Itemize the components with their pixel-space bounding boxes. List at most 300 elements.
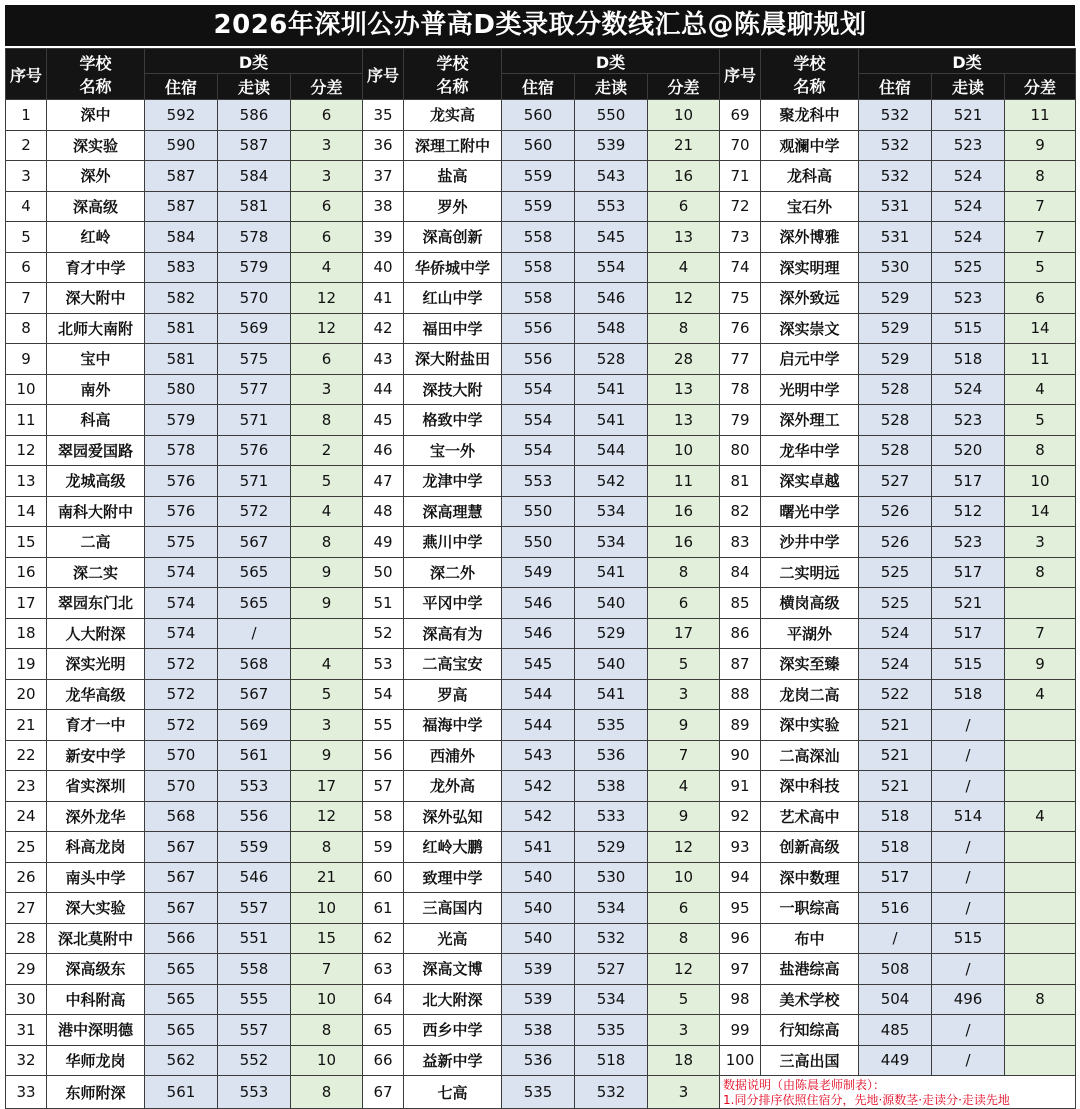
row-day-score: 515 bbox=[932, 923, 1005, 954]
row-boarding-score: 572 bbox=[145, 710, 218, 741]
row-school-name: 二高 bbox=[47, 527, 145, 558]
row-score-diff bbox=[1005, 710, 1076, 741]
row-school-name: 南头中学 bbox=[47, 862, 145, 893]
row-school-name: 宝中 bbox=[47, 344, 145, 375]
row-day-score: 523 bbox=[932, 527, 1005, 558]
row-score-diff: 6 bbox=[291, 344, 363, 375]
row-day-score: 518 bbox=[932, 679, 1005, 710]
row-boarding-score: 545 bbox=[502, 649, 575, 680]
row-boarding-score: 535 bbox=[502, 1076, 575, 1109]
row-boarding-score: 590 bbox=[145, 130, 218, 161]
row-school-name: 深中 bbox=[47, 100, 145, 131]
row-score-diff: 5 bbox=[648, 984, 720, 1015]
row-index: 74 bbox=[720, 252, 761, 283]
row-day-score: 521 bbox=[932, 588, 1005, 619]
row-school-name: 三高出国 bbox=[761, 1045, 859, 1076]
row-day-score: 523 bbox=[932, 283, 1005, 314]
row-boarding-score: 536 bbox=[502, 1045, 575, 1076]
row-day-score: 534 bbox=[575, 527, 648, 558]
row-index: 36 bbox=[363, 130, 404, 161]
row-boarding-score: 524 bbox=[859, 618, 932, 649]
row-score-diff bbox=[1005, 923, 1076, 954]
row-index: 76 bbox=[720, 313, 761, 344]
row-index: 91 bbox=[720, 771, 761, 802]
row-day-score: 569 bbox=[218, 710, 291, 741]
row-school-name: 沙井中学 bbox=[761, 527, 859, 558]
row-index: 15 bbox=[6, 527, 47, 558]
row-day-score: 546 bbox=[218, 862, 291, 893]
row-index: 31 bbox=[6, 1015, 47, 1046]
row-boarding-score: 568 bbox=[145, 801, 218, 832]
row-score-diff: 12 bbox=[291, 283, 363, 314]
row-index: 48 bbox=[363, 496, 404, 527]
row-boarding-score: 561 bbox=[145, 1076, 218, 1109]
row-index: 49 bbox=[363, 527, 404, 558]
row-day-score: 575 bbox=[218, 344, 291, 375]
row-index: 94 bbox=[720, 862, 761, 893]
row-day-score: 561 bbox=[218, 740, 291, 771]
row-boarding-score: 529 bbox=[859, 283, 932, 314]
row-boarding-score: 518 bbox=[859, 832, 932, 863]
row-boarding-score: 570 bbox=[145, 771, 218, 802]
row-boarding-score: 550 bbox=[502, 527, 575, 558]
row-score-diff: 6 bbox=[291, 100, 363, 131]
row-school-name: 光高 bbox=[404, 923, 502, 954]
row-index: 39 bbox=[363, 222, 404, 253]
row-boarding-score: 554 bbox=[502, 374, 575, 405]
row-day-score: 517 bbox=[932, 618, 1005, 649]
row-day-score: 555 bbox=[218, 984, 291, 1015]
row-index: 7 bbox=[6, 283, 47, 314]
header-boarding: 住宿 bbox=[145, 74, 218, 100]
row-school-name: 深中科技 bbox=[761, 771, 859, 802]
row-index: 27 bbox=[6, 893, 47, 924]
row-boarding-score: 538 bbox=[502, 1015, 575, 1046]
header-day: 走读 bbox=[575, 74, 648, 100]
row-boarding-score: 540 bbox=[502, 862, 575, 893]
data-note-line2: 1.同分排序依照住宿分，先地·源数茎·走读分·走读先地 bbox=[723, 1093, 1010, 1107]
row-index: 11 bbox=[6, 405, 47, 436]
row-index: 32 bbox=[6, 1045, 47, 1076]
row-day-score: 534 bbox=[575, 496, 648, 527]
row-school-name: 深大附中 bbox=[47, 283, 145, 314]
row-school-name: 启元中学 bbox=[761, 344, 859, 375]
row-index: 98 bbox=[720, 984, 761, 1015]
row-boarding-score: 526 bbox=[859, 527, 932, 558]
table-row bbox=[6, 100, 1076, 131]
row-score-diff: 5 bbox=[1005, 405, 1076, 436]
row-boarding-score: 560 bbox=[502, 130, 575, 161]
row-day-score: 521 bbox=[932, 100, 1005, 131]
row-score-diff: 5 bbox=[1005, 252, 1076, 283]
row-day-score: 539 bbox=[575, 130, 648, 161]
table-row bbox=[6, 954, 1076, 985]
row-score-diff bbox=[1005, 954, 1076, 985]
row-index: 40 bbox=[363, 252, 404, 283]
row-index: 77 bbox=[720, 344, 761, 375]
row-school-name: 北大附深 bbox=[404, 984, 502, 1015]
row-index: 4 bbox=[6, 191, 47, 222]
row-day-score: 557 bbox=[218, 893, 291, 924]
row-index: 41 bbox=[363, 283, 404, 314]
row-score-diff: 12 bbox=[291, 313, 363, 344]
row-school-name: 翠园爱国路 bbox=[47, 435, 145, 466]
row-school-name: 三高国内 bbox=[404, 893, 502, 924]
row-boarding-score: 532 bbox=[859, 130, 932, 161]
row-day-score: / bbox=[932, 862, 1005, 893]
row-boarding-score: 532 bbox=[859, 161, 932, 192]
row-boarding-score: 580 bbox=[145, 374, 218, 405]
row-boarding-score: 528 bbox=[859, 405, 932, 436]
row-index: 86 bbox=[720, 618, 761, 649]
row-score-diff bbox=[1005, 832, 1076, 863]
row-index: 25 bbox=[6, 832, 47, 863]
row-boarding-score: 567 bbox=[145, 862, 218, 893]
row-boarding-score: 562 bbox=[145, 1045, 218, 1076]
row-boarding-score: 550 bbox=[502, 496, 575, 527]
row-score-diff bbox=[1005, 1045, 1076, 1076]
row-index: 62 bbox=[363, 923, 404, 954]
row-boarding-score: 559 bbox=[502, 161, 575, 192]
row-school-name: 深实崇文 bbox=[761, 313, 859, 344]
row-score-diff bbox=[1005, 771, 1076, 802]
row-score-diff: 12 bbox=[648, 832, 720, 863]
row-school-name: 深实光明 bbox=[47, 649, 145, 680]
row-score-diff: 8 bbox=[291, 832, 363, 863]
row-school-name: 深实卓越 bbox=[761, 466, 859, 497]
row-school-name: 深高文博 bbox=[404, 954, 502, 985]
row-boarding-score: 517 bbox=[859, 862, 932, 893]
row-index: 72 bbox=[720, 191, 761, 222]
row-index: 63 bbox=[363, 954, 404, 985]
row-index: 79 bbox=[720, 405, 761, 436]
row-score-diff: 28 bbox=[648, 344, 720, 375]
row-boarding-score: 565 bbox=[145, 1015, 218, 1046]
table-row bbox=[6, 649, 1076, 680]
row-index: 26 bbox=[6, 862, 47, 893]
row-score-diff: 15 bbox=[291, 923, 363, 954]
row-day-score: 524 bbox=[932, 191, 1005, 222]
row-day-score: 529 bbox=[575, 618, 648, 649]
row-index: 57 bbox=[363, 771, 404, 802]
row-boarding-score: 572 bbox=[145, 649, 218, 680]
row-boarding-score: 572 bbox=[145, 679, 218, 710]
row-boarding-score: 540 bbox=[502, 923, 575, 954]
row-score-diff: 10 bbox=[291, 1045, 363, 1076]
row-index: 82 bbox=[720, 496, 761, 527]
row-boarding-score: 485 bbox=[859, 1015, 932, 1046]
row-score-diff: 10 bbox=[291, 984, 363, 1015]
row-school-name: 龙华高级 bbox=[47, 679, 145, 710]
row-day-score: 524 bbox=[932, 374, 1005, 405]
row-day-score: / bbox=[932, 1045, 1005, 1076]
header-school-line2: 名称 bbox=[793, 77, 826, 96]
row-score-diff: 6 bbox=[1005, 283, 1076, 314]
row-boarding-score: 587 bbox=[145, 191, 218, 222]
row-school-name: 七高 bbox=[404, 1076, 502, 1109]
row-index: 18 bbox=[6, 618, 47, 649]
row-boarding-score: 524 bbox=[859, 649, 932, 680]
row-school-name: 育才中学 bbox=[47, 252, 145, 283]
row-score-diff: 4 bbox=[1005, 679, 1076, 710]
row-boarding-score: 530 bbox=[859, 252, 932, 283]
row-score-diff: 6 bbox=[648, 588, 720, 619]
row-day-score: 578 bbox=[218, 222, 291, 253]
row-boarding-score: 554 bbox=[502, 405, 575, 436]
row-boarding-score: 544 bbox=[502, 710, 575, 741]
row-score-diff: 9 bbox=[291, 740, 363, 771]
row-score-diff: 4 bbox=[1005, 801, 1076, 832]
row-index: 52 bbox=[363, 618, 404, 649]
row-score-diff bbox=[1005, 893, 1076, 924]
row-day-score: 520 bbox=[932, 435, 1005, 466]
row-day-score: 579 bbox=[218, 252, 291, 283]
row-school-name: 深外弘知 bbox=[404, 801, 502, 832]
row-index: 50 bbox=[363, 557, 404, 588]
row-score-diff: 6 bbox=[291, 191, 363, 222]
row-day-score: 543 bbox=[575, 161, 648, 192]
row-day-score: / bbox=[932, 710, 1005, 741]
row-school-name: 龙岗二高 bbox=[761, 679, 859, 710]
row-boarding-score: 521 bbox=[859, 710, 932, 741]
row-score-diff: 5 bbox=[291, 679, 363, 710]
header-index: 序号 bbox=[6, 49, 47, 100]
row-school-name: 燕川中学 bbox=[404, 527, 502, 558]
table-row bbox=[6, 252, 1076, 283]
header-category: D类 bbox=[145, 49, 363, 74]
row-boarding-score: 576 bbox=[145, 496, 218, 527]
row-day-score: 535 bbox=[575, 710, 648, 741]
row-score-diff: 11 bbox=[1005, 344, 1076, 375]
row-day-score: 517 bbox=[932, 466, 1005, 497]
row-index: 51 bbox=[363, 588, 404, 619]
row-score-diff: 14 bbox=[1005, 496, 1076, 527]
table-row bbox=[6, 283, 1076, 314]
row-school-name: 平湖外 bbox=[761, 618, 859, 649]
row-boarding-score: 531 bbox=[859, 222, 932, 253]
row-index: 87 bbox=[720, 649, 761, 680]
row-school-name: 深中实验 bbox=[761, 710, 859, 741]
row-day-score: 535 bbox=[575, 1015, 648, 1046]
row-day-score: / bbox=[218, 618, 291, 649]
row-boarding-score: 546 bbox=[502, 618, 575, 649]
row-score-diff bbox=[1005, 740, 1076, 771]
row-boarding-score: 539 bbox=[502, 954, 575, 985]
row-day-score: / bbox=[932, 893, 1005, 924]
row-score-diff: 9 bbox=[291, 557, 363, 588]
row-day-score: 530 bbox=[575, 862, 648, 893]
row-school-name: 深二实 bbox=[47, 557, 145, 588]
header-school bbox=[47, 49, 145, 100]
row-boarding-score: 525 bbox=[859, 588, 932, 619]
row-school-name: 行知综高 bbox=[761, 1015, 859, 1046]
row-school-name: 深中数理 bbox=[761, 862, 859, 893]
row-score-diff: 4 bbox=[648, 252, 720, 283]
row-index: 55 bbox=[363, 710, 404, 741]
row-school-name: 红山中学 bbox=[404, 283, 502, 314]
row-index: 28 bbox=[6, 923, 47, 954]
row-index: 64 bbox=[363, 984, 404, 1015]
row-index: 33 bbox=[6, 1076, 47, 1109]
row-day-score: 568 bbox=[218, 649, 291, 680]
row-boarding-score: 592 bbox=[145, 100, 218, 131]
row-day-score: 553 bbox=[218, 771, 291, 802]
row-school-name: 平冈中学 bbox=[404, 588, 502, 619]
row-school-name: 益新中学 bbox=[404, 1045, 502, 1076]
row-day-score: 540 bbox=[575, 649, 648, 680]
table-row bbox=[6, 313, 1076, 344]
row-boarding-score: 544 bbox=[502, 679, 575, 710]
row-index: 53 bbox=[363, 649, 404, 680]
row-score-diff: 13 bbox=[648, 374, 720, 405]
row-boarding-score: 532 bbox=[859, 100, 932, 131]
table-row bbox=[6, 374, 1076, 405]
row-boarding-score: 527 bbox=[859, 466, 932, 497]
row-score-diff: 6 bbox=[291, 222, 363, 253]
row-school-name: 创新高级 bbox=[761, 832, 859, 863]
row-day-score: 571 bbox=[218, 405, 291, 436]
header-index: 序号 bbox=[720, 49, 761, 100]
row-boarding-score: 543 bbox=[502, 740, 575, 771]
row-score-diff: 3 bbox=[291, 374, 363, 405]
row-boarding-score: 508 bbox=[859, 954, 932, 985]
row-boarding-score: 553 bbox=[502, 466, 575, 497]
row-school-name: 深实至臻 bbox=[761, 649, 859, 680]
row-day-score: 551 bbox=[218, 923, 291, 954]
row-index: 60 bbox=[363, 862, 404, 893]
row-day-score: 584 bbox=[218, 161, 291, 192]
row-boarding-score: 554 bbox=[502, 435, 575, 466]
row-score-diff: 3 bbox=[648, 1015, 720, 1046]
row-school-name: 二高深汕 bbox=[761, 740, 859, 771]
row-boarding-score: 560 bbox=[502, 100, 575, 131]
row-boarding-score: 549 bbox=[502, 557, 575, 588]
row-index: 54 bbox=[363, 679, 404, 710]
row-index: 3 bbox=[6, 161, 47, 192]
row-score-diff: 8 bbox=[1005, 557, 1076, 588]
row-score-diff: 18 bbox=[648, 1045, 720, 1076]
row-score-diff: 12 bbox=[648, 283, 720, 314]
row-index: 45 bbox=[363, 405, 404, 436]
row-day-score: 534 bbox=[575, 984, 648, 1015]
table-row bbox=[6, 1076, 1076, 1109]
header-school bbox=[761, 49, 859, 100]
row-score-diff: 6 bbox=[648, 893, 720, 924]
row-score-diff: 8 bbox=[291, 405, 363, 436]
row-score-diff bbox=[1005, 862, 1076, 893]
row-boarding-score: 556 bbox=[502, 344, 575, 375]
row-day-score: 569 bbox=[218, 313, 291, 344]
row-index: 43 bbox=[363, 344, 404, 375]
row-day-score: 512 bbox=[932, 496, 1005, 527]
header-diff: 分差 bbox=[648, 74, 720, 100]
header-category: D类 bbox=[502, 49, 720, 74]
row-day-score: / bbox=[932, 954, 1005, 985]
table-row bbox=[6, 1015, 1076, 1046]
row-boarding-score: 581 bbox=[145, 344, 218, 375]
row-boarding-score: 522 bbox=[859, 679, 932, 710]
table-row bbox=[6, 832, 1076, 863]
row-day-score: 523 bbox=[932, 405, 1005, 436]
row-score-diff: 8 bbox=[648, 313, 720, 344]
row-boarding-score: 540 bbox=[502, 893, 575, 924]
row-day-score: 527 bbox=[575, 954, 648, 985]
row-day-score: 528 bbox=[575, 344, 648, 375]
row-school-name: 深高有为 bbox=[404, 618, 502, 649]
row-boarding-score: 539 bbox=[502, 984, 575, 1015]
row-school-name: 翠园东门北 bbox=[47, 588, 145, 619]
row-day-score: 553 bbox=[218, 1076, 291, 1109]
row-score-diff: 7 bbox=[1005, 222, 1076, 253]
row-school-name: 深高理慧 bbox=[404, 496, 502, 527]
row-index: 5 bbox=[6, 222, 47, 253]
row-score-diff: 4 bbox=[1005, 374, 1076, 405]
row-index: 16 bbox=[6, 557, 47, 588]
row-boarding-score: 566 bbox=[145, 923, 218, 954]
row-score-diff: 7 bbox=[291, 954, 363, 985]
row-day-score: 586 bbox=[218, 100, 291, 131]
row-index: 12 bbox=[6, 435, 47, 466]
row-score-diff bbox=[1005, 1015, 1076, 1046]
row-index: 61 bbox=[363, 893, 404, 924]
row-score-diff: 17 bbox=[648, 618, 720, 649]
row-day-score: 532 bbox=[575, 1076, 648, 1109]
row-score-diff: 5 bbox=[648, 649, 720, 680]
row-day-score: 541 bbox=[575, 679, 648, 710]
table-row bbox=[6, 893, 1076, 924]
row-boarding-score: 546 bbox=[502, 588, 575, 619]
table-row bbox=[6, 466, 1076, 497]
row-index: 13 bbox=[6, 466, 47, 497]
row-day-score: 538 bbox=[575, 771, 648, 802]
row-school-name: 东师附深 bbox=[47, 1076, 145, 1109]
row-score-diff: 9 bbox=[1005, 649, 1076, 680]
row-day-score: 525 bbox=[932, 252, 1005, 283]
row-school-name: 布中 bbox=[761, 923, 859, 954]
row-boarding-score: 578 bbox=[145, 435, 218, 466]
row-index: 42 bbox=[363, 313, 404, 344]
row-boarding-score: 529 bbox=[859, 313, 932, 344]
row-day-score: 565 bbox=[218, 557, 291, 588]
header-diff: 分差 bbox=[1005, 74, 1076, 100]
row-score-diff: 9 bbox=[648, 801, 720, 832]
row-score-diff: 13 bbox=[648, 222, 720, 253]
row-school-name: 盐港综高 bbox=[761, 954, 859, 985]
row-boarding-score: 582 bbox=[145, 283, 218, 314]
header-school bbox=[404, 49, 502, 100]
row-score-diff: 3 bbox=[1005, 527, 1076, 558]
row-day-score: 546 bbox=[575, 283, 648, 314]
row-day-score: 514 bbox=[932, 801, 1005, 832]
row-boarding-score: 567 bbox=[145, 893, 218, 924]
row-boarding-score: 526 bbox=[859, 496, 932, 527]
row-day-score: 533 bbox=[575, 801, 648, 832]
row-school-name: 北师大南附 bbox=[47, 313, 145, 344]
row-day-score: 559 bbox=[218, 832, 291, 863]
row-school-name: 深外致远 bbox=[761, 283, 859, 314]
table-header bbox=[6, 49, 1076, 100]
row-index: 9 bbox=[6, 344, 47, 375]
row-score-diff: 5 bbox=[291, 466, 363, 497]
row-school-name: 聚龙科中 bbox=[761, 100, 859, 131]
row-score-diff: 7 bbox=[648, 740, 720, 771]
row-index: 20 bbox=[6, 679, 47, 710]
row-day-score: 515 bbox=[932, 313, 1005, 344]
header-school-line1: 学校 bbox=[79, 54, 112, 73]
row-score-diff: 3 bbox=[648, 679, 720, 710]
row-day-score: 534 bbox=[575, 893, 648, 924]
row-index: 58 bbox=[363, 801, 404, 832]
